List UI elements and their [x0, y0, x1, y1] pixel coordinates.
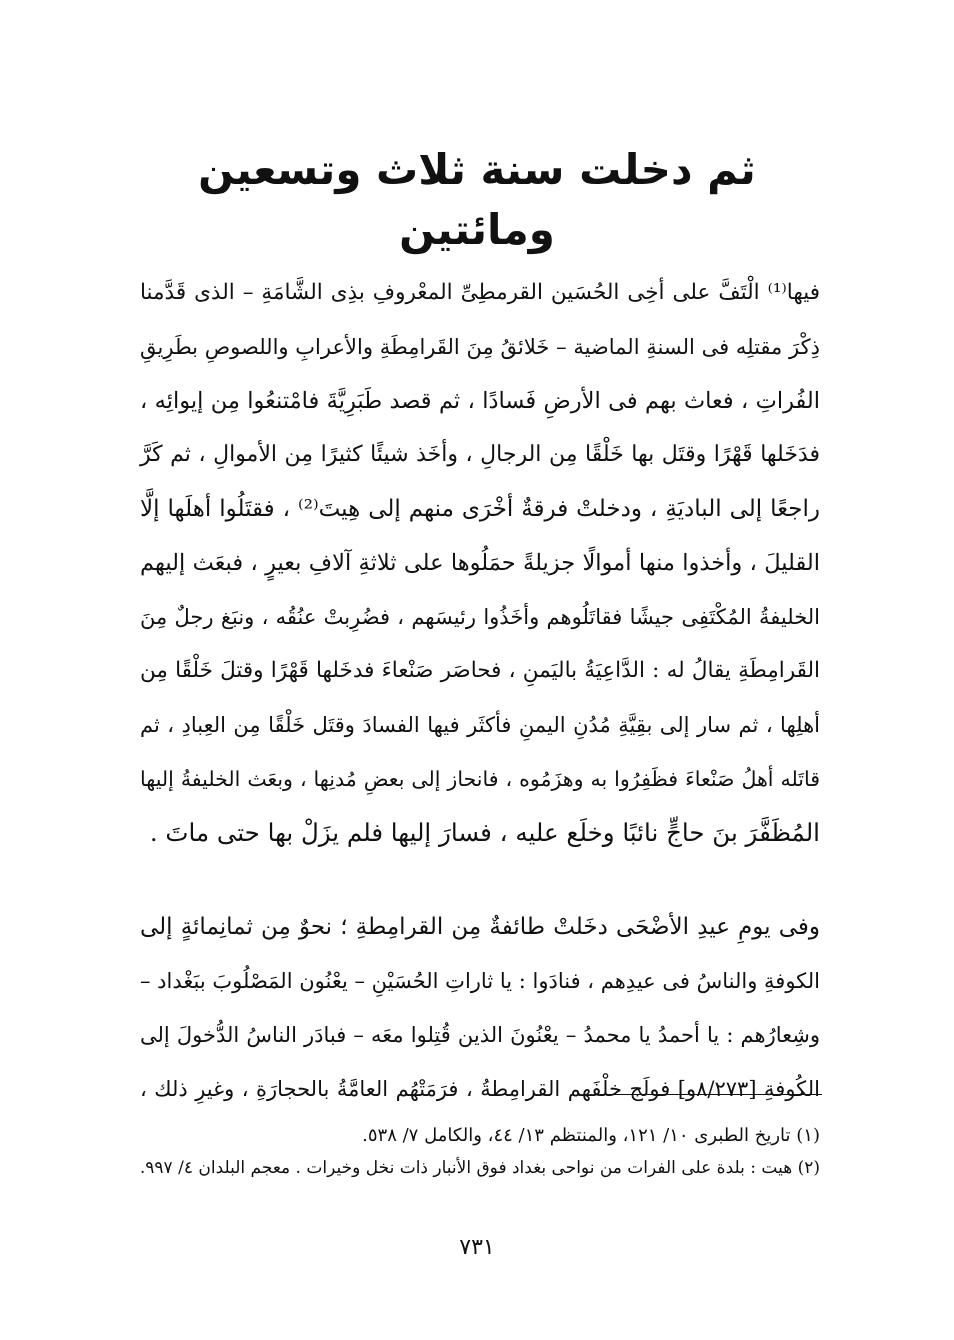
text-line: وشِعارُهم : يا أحمدُ يا محمدُ – يعْنُونَ الذين قُتِلوا معَه – فبادَر الناسُ الدُّخولَ إلى	[140, 1023, 820, 1047]
text-line: القليلَ ، وأخذوا منها أموالًا جزيلةً حمَلُوها على ثلاثةِ آلافِ بعيرٍ ، فبعَث إليهم	[140, 550, 820, 576]
footnote-divider	[600, 1094, 822, 1095]
text-line: المُظَفَّرَ بنَ حاجٍّ نائبًا وخلَع عليه ، فسارَ إليها فلم يزَلْ بها حتى ماتَ .	[149, 818, 820, 847]
text-line: فدَخَلها قَهْرًا وقتَل بها خَلْقًا مِن الرجالِ ، وأخَذ شيئًا كثيرًا مِن الأموالِ ، ثم كَرَّ	[140, 442, 820, 467]
text-line: أهلِها ، ثم سار إلى بقِيَّةِ مُدُنِ اليمنِ فأكثَر فيها الفسادَ وقتَل خَلْقًا مِن العِبادِ ، ثم	[140, 713, 820, 737]
footnote-1: (١) تاريخ الطبرى ١٠/ ١٢١، والمنتظم ١٣/ ٤٤، والكامل ٧/ ٥٣٨.	[362, 1125, 820, 1146]
footnote-2: (٢) هيت : بلدة على الفرات من نواحى بغداد فوق الأنبار ذات نخل وخيرات . معجم البلدان ٤/ ٩٩٧.	[139, 1158, 820, 1178]
chapter-title: ثم دخلت سنة ثلاث وتسعين ومائتين	[198, 145, 756, 254]
text-line: الخليفةُ المُكْتَفِى جيشًا فقاتَلُوهم وأخَذُوا رئيسَهم ، فضُرِبتْ عنُقُه ، ونبَغ رجلٌ مِنَ	[140, 605, 820, 629]
page-number: ٧٣١	[459, 1235, 495, 1260]
footnotes	[140, 1120, 820, 1184]
paragraph-2	[140, 900, 820, 1116]
main-text	[140, 266, 820, 1116]
text-line: الفُراتِ ، فعاث بهم فى الأرضِ فَسادًا ، ثم قصد طَبَرِيَّةَ فامْتنعُوا مِن إيوائِه ،	[140, 388, 820, 414]
text-line: راجعًا إلى الباديَةِ ، ودخلتْ فرقةٌ أخْرَى منهم إلى هِيتَ⁽²⁾ ، فقتَلُوا أهلَها إلَّا	[140, 496, 820, 522]
text-line: قاتَله أهلُ صَنْعاءَ فظَفِرُوا به وهزَمُوه ، فانحاز إلى بعضِ مُدنِها ، وبعَث الخليفةُ إليها	[140, 767, 820, 791]
text-line: ذِكْرَ مقتلِه فى السنةِ الماضية – خَلائقُ مِنَ القَرامِطَةِ والأعرابِ واللصوصِ بطَرِيقِ	[140, 335, 820, 359]
text-line: الكُوفةِ [٨/٢٧٣و] فولَج خلْفَهم القرامِطةُ ، فرَمَتْهُم العامَّةُ بالحجارَةِ ، وغيرِ ذلك ،	[140, 1077, 820, 1101]
text-line: الكوفةِ والناسُ فى عيدِهم ، فنادَوا : يا ثاراتِ الحُسَيْنِ – يعْنُون المَصْلُوبَ ببَغْداد –	[140, 969, 820, 993]
text-line: القَرامِطَةِ يقالُ له : الدَّاعِيَةُ باليَمنِ ، فحاصَر صَنْعاءَ فدخَلها قَهْرًا وقتلَ خَلْقًا مِن	[140, 658, 820, 683]
text-line: وفى يومِ عيدِ الأضْحَى دخَلتْ طائفةٌ مِن القرامِطةِ ؛ نحوٌ مِن ثمانِمائةٍ إلى	[140, 914, 820, 940]
text-line: فيها⁽¹⁾ الْتَفَّ على أخِى الحُسَين القرمطِىِّ المعْروفِ بذِى الشَّامَةِ – الذى قَدَّمنا	[140, 280, 820, 305]
paragraph-1	[140, 266, 820, 860]
